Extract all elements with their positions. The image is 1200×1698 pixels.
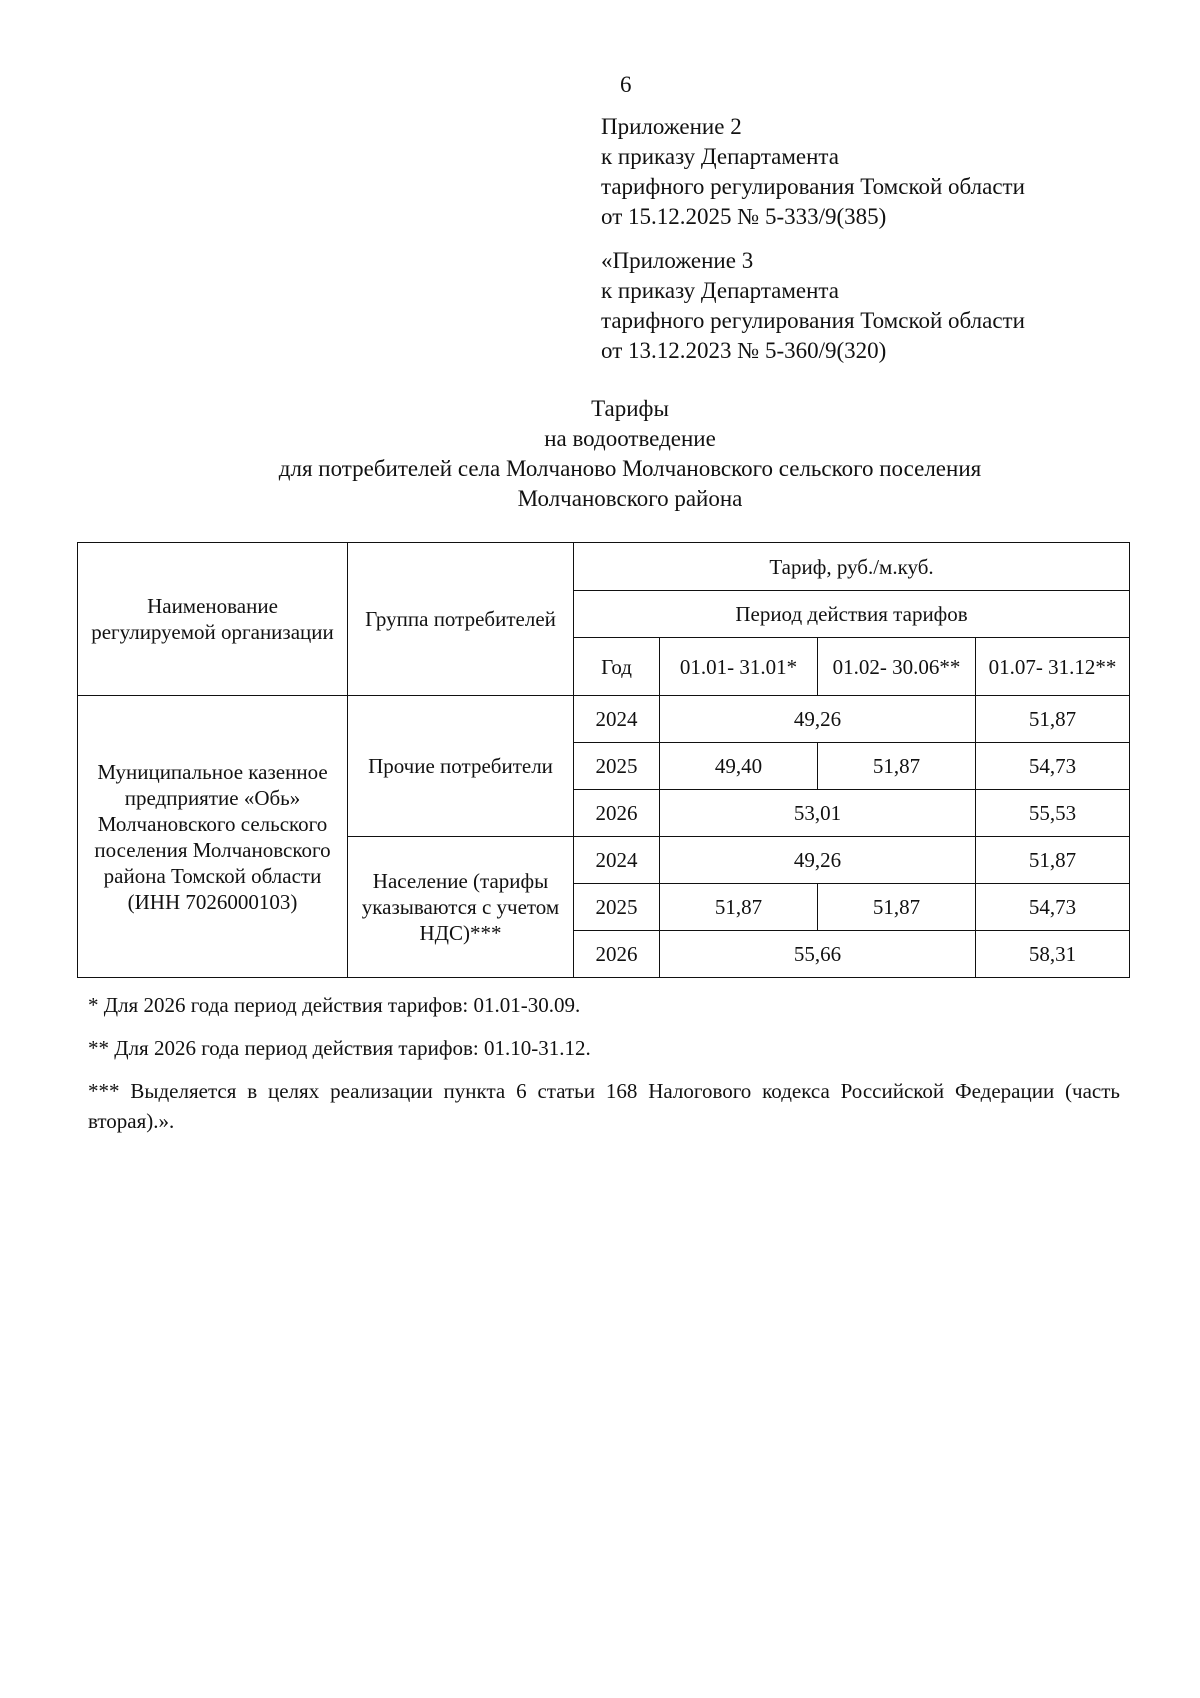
appendix-header-amended bbox=[601, 246, 1025, 366]
table-row bbox=[78, 696, 1130, 743]
appendix-line: «Приложение 3 bbox=[601, 248, 754, 273]
tariff-value: 58,31 bbox=[976, 931, 1130, 978]
tariff-value: 49,40 bbox=[660, 743, 818, 790]
appendix-line: от 15.12.2025 № 5-333/9(385) bbox=[601, 204, 887, 229]
appendix-header-current bbox=[601, 112, 1025, 232]
tariff-value: 51,87 bbox=[976, 696, 1130, 743]
tariff-value: 55,66 bbox=[660, 931, 976, 978]
organization-name: Муниципальное казенное предприятие «Обь» Молчановского сельского поселения Молчановского района Томской области (ИНН 7026000103) bbox=[78, 696, 348, 978]
tariff-value: 49,26 bbox=[660, 837, 976, 884]
tariff-value: 54,73 bbox=[976, 743, 1130, 790]
tariff-value: 54,73 bbox=[976, 884, 1130, 931]
tariff-table bbox=[77, 542, 1130, 978]
tariff-value: 49,26 bbox=[660, 696, 976, 743]
tariff-value: 55,53 bbox=[976, 790, 1130, 837]
appendix-line: от 13.12.2023 № 5-360/9(320) bbox=[601, 338, 887, 363]
header-period-1: 01.01- 31.01* bbox=[660, 638, 818, 696]
tariff-value: 51,87 bbox=[818, 884, 976, 931]
table-header-row bbox=[78, 543, 1130, 591]
year-cell: 2024 bbox=[574, 837, 660, 884]
header-year: Год bbox=[574, 638, 660, 696]
title-line: Тарифы bbox=[591, 396, 669, 421]
header-period-3: 01.07- 31.12** bbox=[976, 638, 1130, 696]
consumer-group: Население (тарифы указываются с учетом НДС)*** bbox=[348, 837, 574, 978]
header-consumer-group: Группа потребителей bbox=[348, 543, 574, 696]
tariff-value: 51,87 bbox=[976, 837, 1130, 884]
tariff-value: 51,87 bbox=[660, 884, 818, 931]
title-line: на водоотведение bbox=[544, 426, 716, 451]
title-line: для потребителей села Молчаново Молчановского сельского поселения bbox=[278, 456, 982, 481]
appendix-line: Приложение 2 bbox=[601, 114, 742, 139]
document-title bbox=[100, 394, 1160, 514]
appendix-line: тарифного регулирования Томской области bbox=[601, 174, 1025, 199]
header-tariff: Тариф, руб./м.куб. bbox=[574, 543, 1130, 591]
year-cell: 2026 bbox=[574, 790, 660, 837]
consumer-group: Прочие потребители bbox=[348, 696, 574, 837]
tariff-value: 53,01 bbox=[660, 790, 976, 837]
appendix-line: тарифного регулирования Томской области bbox=[601, 308, 1025, 333]
footnotes bbox=[88, 990, 1120, 1149]
title-line: Молчановского района bbox=[517, 486, 743, 511]
header-period: Период действия тарифов bbox=[574, 591, 1130, 638]
header-organization: Наименование регулируемой организации bbox=[78, 543, 348, 696]
page-number: 6 bbox=[620, 72, 632, 97]
tariff-value: 51,87 bbox=[818, 743, 976, 790]
year-cell: 2024 bbox=[574, 696, 660, 743]
year-cell: 2026 bbox=[574, 931, 660, 978]
year-cell: 2025 bbox=[574, 743, 660, 790]
footnote: *** Выделяется в целях реализации пункта 6 статьи 168 Налогового кодекса Российской Федерации (часть вторая).». bbox=[88, 1079, 1120, 1133]
footnote: ** Для 2026 года период действия тарифов: 01.10-31.12. bbox=[88, 1036, 591, 1060]
header-period-2: 01.02- 30.06** bbox=[818, 638, 976, 696]
appendix-line: к приказу Департамента bbox=[601, 144, 839, 169]
year-cell: 2025 bbox=[574, 884, 660, 931]
footnote: * Для 2026 года период действия тарифов: 01.01-30.09. bbox=[88, 993, 581, 1017]
appendix-line: к приказу Департамента bbox=[601, 278, 839, 303]
